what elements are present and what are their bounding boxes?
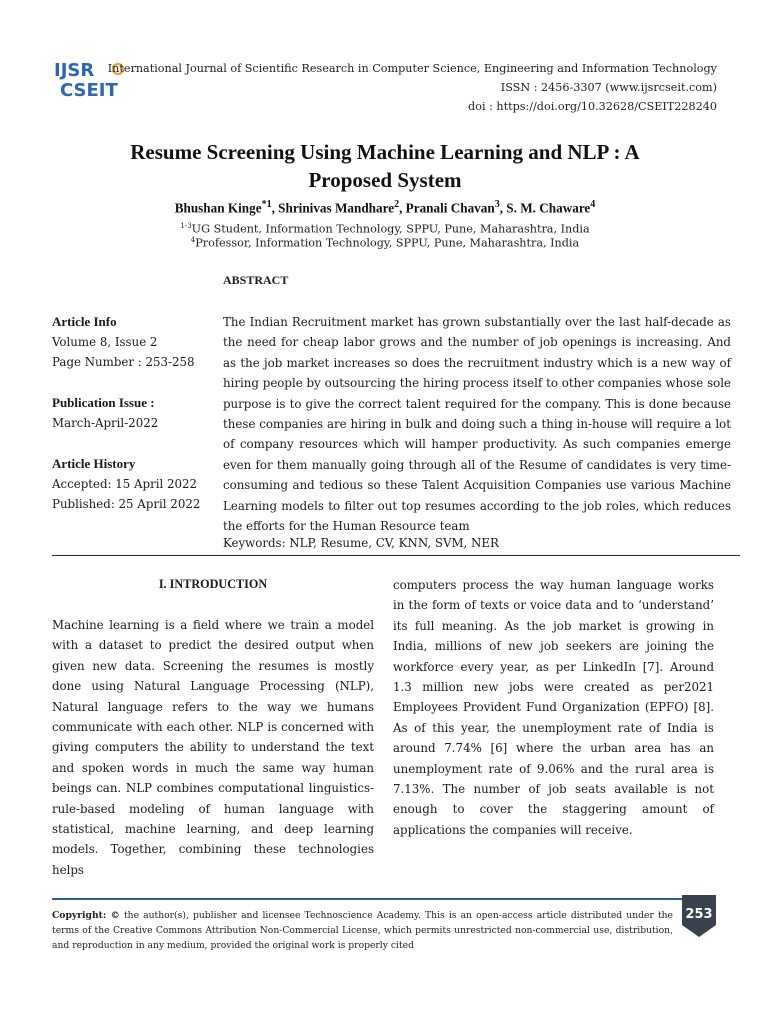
author-sup: 2 [394, 199, 400, 210]
intro-column-left: Machine learning is a field where we train a model with a dataset to predict the desired output when given new data. Screening the resumes is mostly done using Natural Language Processing (NLP), Natural language refers to the way we humans communicate with each other. NLP is concerned with giving computers the ability to understand the text and spoken words in much the same way human beings can. NLP combines computational linguistics- rule-based modeling of human language with statistical, machine learning, and deep learning models. Together, combining these technologies helps [52, 618, 374, 877]
author-name: Bhushan Kinge [174, 200, 262, 216]
published-date: Published: 25 April 2022 [52, 497, 201, 511]
title-line-1: Resume Screening Using Machine Learning and NLP : A [130, 140, 640, 164]
author-name: Shrinivas Mandhare [278, 200, 395, 216]
section-divider [52, 555, 740, 556]
author-sup: 4 [590, 199, 596, 210]
affiliation-text: Professor, Information Technology, SPPU, Pune, Maharashtra, India [195, 236, 580, 250]
article-history [52, 454, 200, 514]
author-name: S. M. Chaware [506, 200, 591, 216]
accepted-date: Accepted: 15 April 2022 [52, 477, 198, 491]
affiliation-sup: 1-3 [180, 222, 192, 230]
page-number: Page Number : 253-258 [52, 355, 195, 369]
affiliation-text: UG Student, Information Technology, SPPU, Pune, Maharashtra, India [191, 222, 590, 236]
footer-divider [52, 898, 687, 900]
logo-text-bottom: CSEIT [60, 80, 118, 99]
page-number: 253 [685, 907, 713, 922]
article-info-heading: Article Info [52, 314, 117, 329]
affiliation-1 [60, 222, 710, 236]
abstract-text: The Indian Recruitment market has grown substantially over the last half-decade as the need for cheap labor grows and the number of job openings is increasing. And as the job market increases so does the recruitment industry which is a new way of hiring people by outsourcing the hiring process itself to other companies whose sole purpose is to give the correct talent required for the company. This is done because these companies are hiring in bulk and doing such a thing in-house will require a lot of company resources which will hamper productivity. As such companies emerge even for them manually going through all of the Resume of candidates is very time-consuming and tedious so these Talent Acquisition Companies use various Machine Learning models to filter out top resumes according to the job roles, which reduces the efforts for the Human Resource team [223, 315, 731, 534]
journal-name: International Journal of Scientific Research in Computer Science, Engineering and Information Technology [107, 62, 717, 75]
issn-line: ISSN : 2456-3307 (www.ijsrcseit.com) [500, 81, 717, 94]
affiliation-sup: 4 [190, 236, 196, 244]
abstract-heading: ABSTRACT [223, 273, 289, 287]
title-line-2: Proposed System [308, 168, 462, 192]
author-sup: *1 [261, 199, 272, 210]
article-info [52, 312, 195, 372]
page-number-badge [680, 893, 718, 939]
paper-title [60, 138, 710, 194]
publication-issue-value: March-April-2022 [52, 416, 159, 430]
author-name: Pranali Chavan [405, 200, 495, 216]
copyright-text: the author(s), publisher and licensee Technoscience Academy. This is an open-access article distributed under the terms of the Creative Commons Attribution Non-Commercial License, which permits unrestricted non-commercial use, distribution, and reproduction in any medium, provided the original work is properly cited [52, 910, 673, 951]
affiliation-2 [60, 236, 710, 250]
copyright-label: Copyright: © [52, 910, 120, 921]
publication-issue-heading: Publication Issue : [52, 395, 155, 410]
introduction-heading: I. INTRODUCTION [158, 577, 268, 591]
author-list: Bhushan Kinge$^{*1}$, Shrinivas Mandhare$^2$, Pranali Chavan$^3$, S. M. Chaware$^4$ [174, 199, 596, 216]
doi-line[interactable]: doi : https://doi.org/10.32628/CSEIT228240 [468, 100, 717, 113]
copyright-notice [52, 908, 673, 953]
keywords: Keywords: NLP, Resume, CV, KNN, SVM, NER [223, 536, 499, 550]
logo-text-top: IJSR [54, 60, 95, 81]
intro-column-right: computers process the way human language works in the form of texts or voice data and to ‘understand’ its full meaning. As the job market is growing in India, millions of new job seekers are joining the workforce every year, as per LinkedIn [7]. Around 1.3 million new jobs were created as per2021 Employees Provident Fund Organization (EPFO) [8]. As of this year, the unemployment rate of India is around 7.74% [6] where the urban area has an unemployment rate of 9.06% and the rural area is 7.13%. The number of job seats available is not enough to cover the staggering amount of applications the companies will receive. [393, 578, 714, 837]
article-history-heading: Article History [52, 456, 136, 471]
publication-issue [52, 393, 158, 433]
volume-issue: Volume 8, Issue 2 [52, 335, 158, 349]
author-sup: 3 [494, 199, 500, 210]
